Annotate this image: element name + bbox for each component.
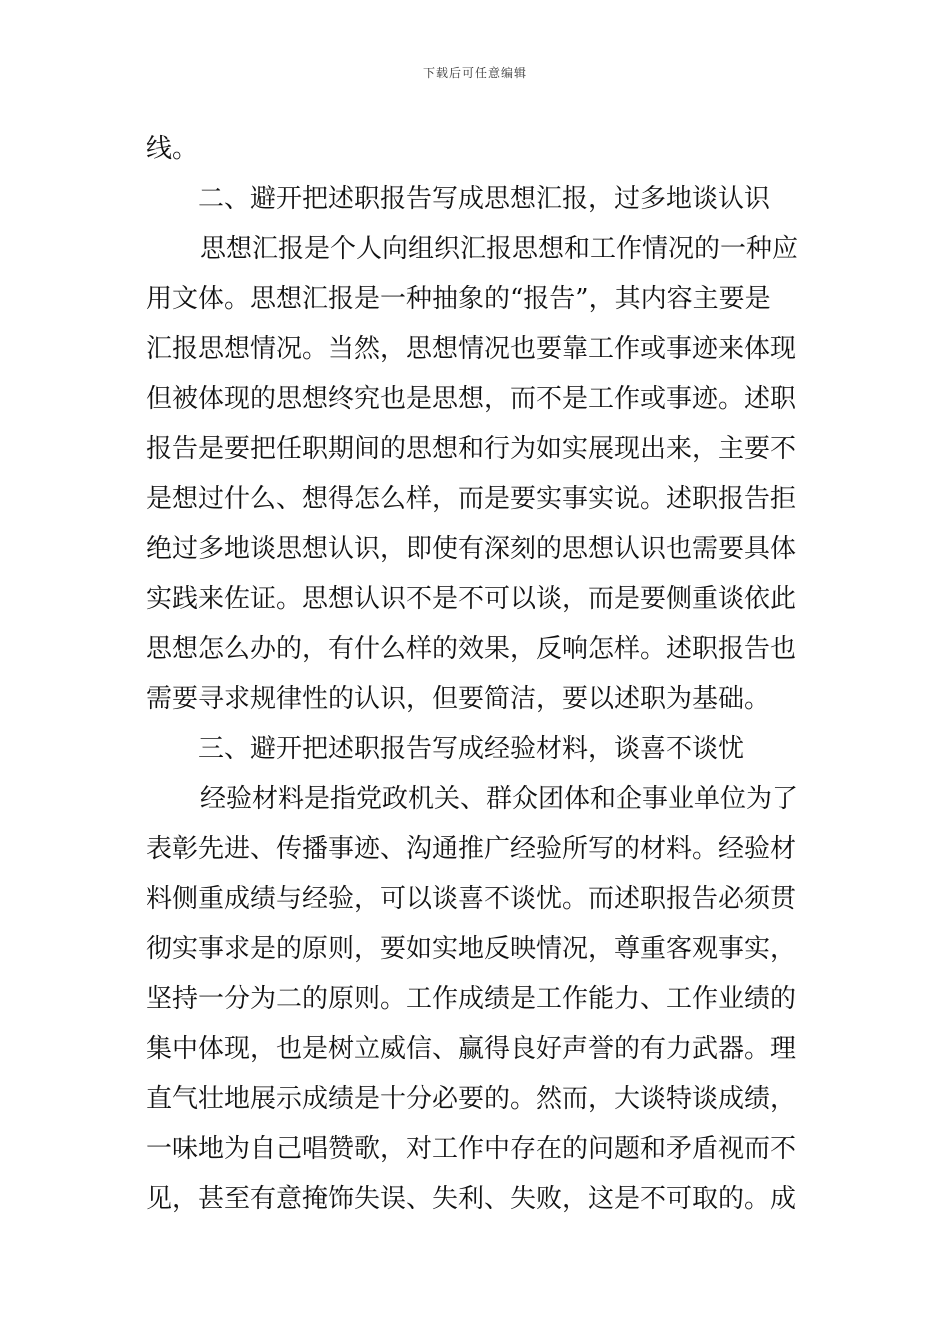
text-line: 是想过什么、想得怎么样，而是要实事实说。述职报告拒 [146,484,797,514]
text-line: 报告是要把任职期间的思想和行为如实展现出来，主要不 [146,434,797,464]
text-line: 集中体现，也是树立威信、赢得良好声誉的有力武器。理 [146,1034,797,1064]
text-line: 但被体现的思想终究也是思想，而不是工作或事迹。述职 [146,384,797,414]
text-line: 绝过多地谈思想认识，即使有深刻的思想认识也需要具体 [146,534,797,564]
text-line: 用文体。思想汇报是一种抽象的“报告”，其内容主要是 [146,284,771,314]
text-line: 料侧重成绩与经验，可以谈喜不谈忧。而述职报告必须贯 [146,884,797,914]
text-line: 彻实事求是的原则，要如实地反映情况，尊重客观事实， [146,934,797,964]
text-line: 需要寻求规律性的认识，但要简洁，要以述职为基础。 [146,684,771,714]
paragraph-first-line: 经验材料是指党政机关、群众团体和企事业单位为了 [200,784,799,814]
document-body [146,124,810,1224]
page-header: 下载后可任意编辑 [422,66,527,80]
text-line: 一味地为自己唱赞歌，对工作中存在的问题和矛盾视而不 [146,1134,797,1164]
text-line: 汇报思想情况。当然，思想情况也要靠工作或事迹来体现 [146,334,797,364]
text-line: 思想怎么办的，有什么样的效果，反响怎样。述职报告也 [146,634,797,664]
section-heading: 二、避开把述职报告写成思想汇报，过多地谈认识 [198,184,771,214]
paragraph-first-line: 思想汇报是个人向组织汇报思想和工作情况的一种应 [200,234,799,264]
text-line: 坚持一分为二的原则。工作成绩是工作能力、工作业绩的 [146,984,797,1014]
text-line: 直气壮地展示成绩是十分必要的。然而，大谈特谈成绩， [146,1084,797,1114]
text-line: 表彰先进、传播事迹、沟通推广经验所写的材料。经验材 [146,834,797,864]
text-line: 实践来佐证。思想认识不是不可以谈，而是要侧重谈依此 [146,584,797,614]
text-line: 见，甚至有意掩饰失误、失利、失败，这是不可取的。成 [146,1184,797,1214]
text-line: 线。 [146,134,199,164]
section-heading: 三、避开把述职报告写成经验材料，谈喜不谈忧 [198,734,745,764]
